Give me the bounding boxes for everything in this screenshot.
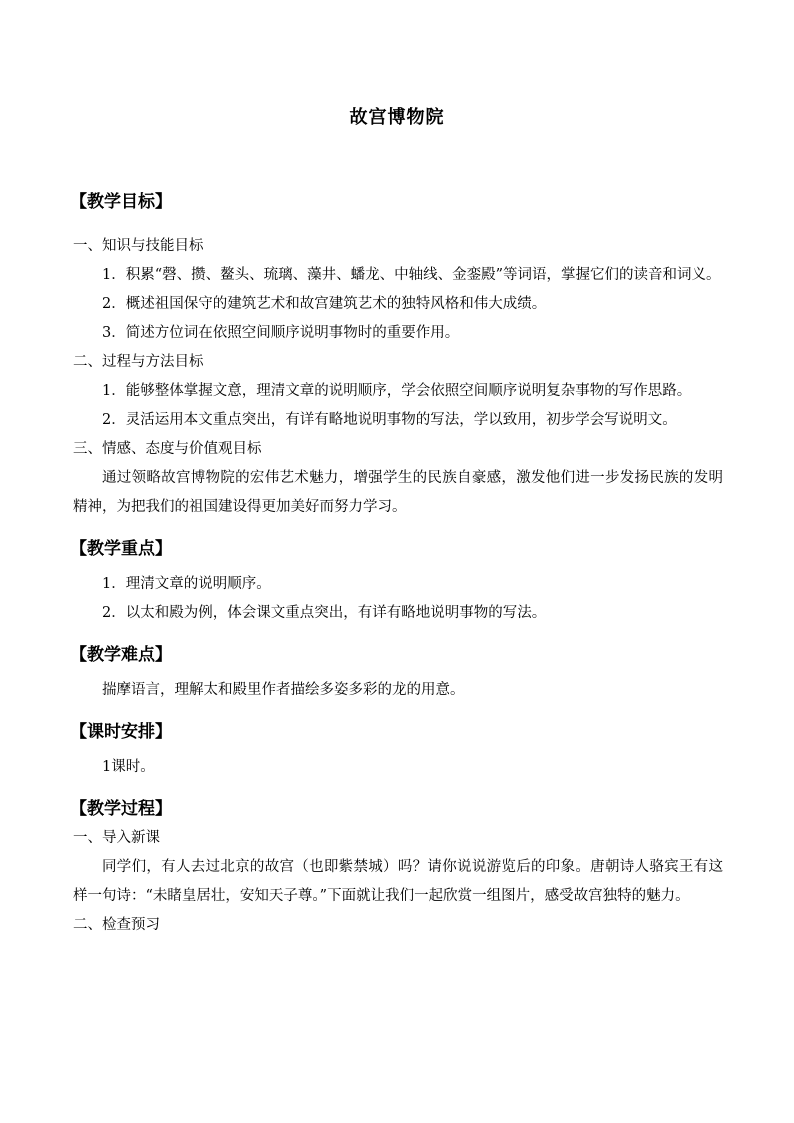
- goal-item: 3．简述方位词在依照空间顺序说明事物时的重要作用。: [102, 325, 460, 341]
- document-title: 故宫博物院: [349, 107, 445, 128]
- section-heading-difficulties: 【教学难点】: [70, 645, 172, 665]
- schedule-paragraph: 1课时。: [102, 759, 155, 775]
- key-point-item: 2．以太和殿为例，体会课文重点突出，有详有略地说明事物的写法。: [102, 605, 547, 621]
- subheading-intro: 一、导入新课: [73, 830, 160, 846]
- subheading-process: 二、过程与方法目标: [73, 354, 204, 370]
- goal-item: 2．概述祖国保守的建筑艺术和故宫建筑艺术的独特风格和伟大成绩。: [102, 296, 547, 312]
- goal-paragraph: 通过领略故宫博物院的宏伟艺术魅力，增强学生的民族自豪感，激发他们进一步发扬民族的发明精神，为把我们的祖国建设得更加美好而努力学习。: [73, 470, 723, 515]
- goal-item: 1．积累“磬、攒、鳌头、琉璃、藻井、蟠龙、中轴线、金銮殿”等词语，掌握它们的读音和词义。: [102, 267, 721, 283]
- subheading-preview: 二、检查预习: [73, 917, 160, 933]
- goal-item: 2．灵活运用本文重点突出，有详有略地说明事物的写法，学以致用，初步学会写说明文。: [102, 412, 677, 428]
- goal-item: 1．能够整体掌握文意，理清文章的说明顺序，学会依照空间顺序说明复杂事物的写作思路。: [102, 383, 692, 399]
- section-heading-key-points: 【教学重点】: [70, 539, 172, 559]
- key-point-item: 1．理清文章的说明顺序。: [102, 576, 271, 592]
- intro-paragraph: 同学们，有人去过北京的故宫（也即紫禁城）吗？请你说说游览后的印象。唐朝诗人骆宾王有这样一句诗：“未睹皇居壮，安知天子尊。”下面就让我们一起欣赏一组图片，感受故宫独特的魅力。: [73, 859, 723, 904]
- document-body: [70, 188, 723, 940]
- subheading-knowledge: 一、知识与技能目标: [73, 238, 204, 254]
- section-heading-teaching-process: 【教学过程】: [70, 799, 172, 819]
- subheading-emotion: 三、情感、态度与价值观目标: [73, 441, 262, 457]
- section-heading-goals: 【教学目标】: [70, 192, 172, 212]
- section-heading-schedule: 【课时安排】: [70, 722, 172, 742]
- difficulty-paragraph: 揣摩语言，理解太和殿里作者描绘多姿多彩的龙的用意。: [102, 682, 465, 698]
